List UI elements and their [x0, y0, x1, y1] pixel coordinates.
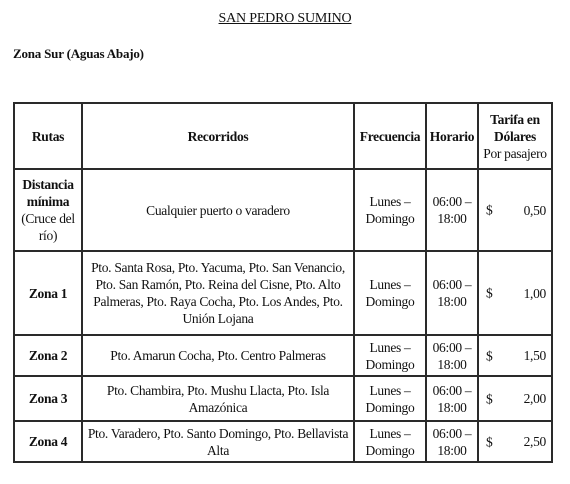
route-name: Distancia mínima — [22, 177, 74, 209]
currency-symbol: $ — [486, 391, 493, 406]
route-name: Zona 4 — [28, 434, 68, 449]
zone-heading: Zona Sur (Aguas Abajo) — [13, 46, 144, 61]
header-frecuencia: Frecuencia — [354, 103, 426, 169]
header-tarifa-sub: Por pasajero — [483, 145, 547, 161]
frecuencia-cell: Lunes – Domingo — [354, 251, 426, 335]
tarifa-cell — [478, 251, 552, 335]
table-header-row — [14, 103, 552, 169]
tarifa-value: 0,50 — [523, 202, 546, 218]
recorridos-cell: Pto. Chambira, Pto. Mushu Llacta, Pto. Isla Amazónica — [82, 376, 354, 421]
horario-cell: 06:00 – 18:00 — [426, 169, 478, 251]
recorridos-cell: Pto. Santa Rosa, Pto. Yacuma, Pto. San Venancio, Pto. San Ramón, Pto. Reina del Cisne, Pto. Alto Palmeras, Pto. Raya Cocha, Pto. Los Andes, Pto. Unión Lojana — [82, 251, 354, 335]
document-title: SAN PEDRO SUMINO — [218, 11, 352, 26]
currency-symbol: $ — [486, 434, 493, 449]
frecuencia-cell: Lunes – Domingo — [354, 169, 426, 251]
table-row — [14, 251, 552, 335]
routes-table — [13, 102, 553, 463]
tarifa-cell — [478, 169, 552, 251]
tarifa-cell — [478, 421, 552, 462]
header-tarifa-label: Tarifa en Dólares — [490, 111, 540, 144]
route-name: Zona 1 — [28, 285, 68, 301]
header-rutas: Rutas — [14, 103, 82, 169]
route-cell — [14, 169, 82, 251]
tarifa-value: 1,50 — [523, 348, 546, 363]
currency-symbol: $ — [486, 285, 493, 301]
frecuencia-cell: Lunes – Domingo — [354, 421, 426, 462]
horario-cell: 06:00 – 18:00 — [426, 251, 478, 335]
tarifa-cell — [478, 335, 552, 376]
table-row — [14, 421, 552, 462]
currency-symbol: $ — [486, 202, 493, 218]
tarifa-value: 2,50 — [523, 434, 546, 449]
route-cell — [14, 421, 82, 462]
frecuencia-cell: Lunes – Domingo — [354, 376, 426, 421]
table-row — [14, 335, 552, 376]
header-recorridos: Recorridos — [82, 103, 354, 169]
currency-symbol: $ — [486, 348, 493, 363]
route-cell — [14, 335, 82, 376]
recorridos-cell: Pto. Varadero, Pto. Santo Domingo, Pto. Bellavista Alta — [82, 421, 354, 462]
horario-cell: 06:00 – 18:00 — [426, 335, 478, 376]
route-name: Zona 2 — [28, 348, 68, 363]
horario-cell: 06:00 – 18:00 — [426, 421, 478, 462]
horario-cell: 06:00 – 18:00 — [426, 376, 478, 421]
tarifa-cell — [478, 376, 552, 421]
table-row — [14, 169, 552, 251]
route-note: (Cruce del río) — [21, 211, 75, 243]
header-horario: Horario — [426, 103, 478, 169]
frecuencia-cell: Lunes – Domingo — [354, 335, 426, 376]
header-tarifa — [478, 103, 552, 169]
route-cell — [14, 251, 82, 335]
tarifa-value: 2,00 — [523, 391, 546, 406]
tarifa-value: 1,00 — [523, 285, 546, 301]
route-name: Zona 3 — [28, 391, 68, 406]
table-row — [14, 376, 552, 421]
route-cell — [14, 376, 82, 421]
recorridos-cell: Cualquier puerto o varadero — [82, 169, 354, 251]
recorridos-cell: Pto. Amarun Cocha, Pto. Centro Palmeras — [82, 335, 354, 376]
